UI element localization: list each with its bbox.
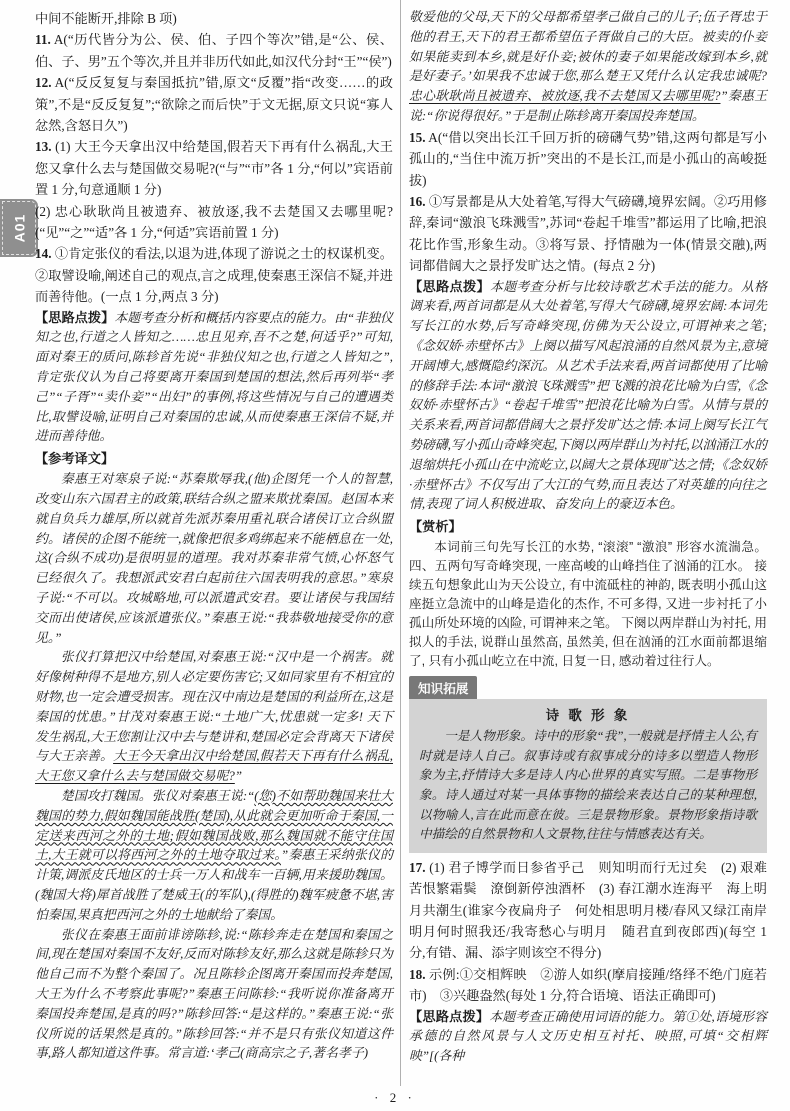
- knowledge-box-text: 一是人物形象。诗中的形象“我”,一般就是抒情主人公,有时就是诗人自己。叙事诗或有叙事成分的诗多以塑造人物形象为主,抒情诗大多是诗人内心世界的真实写照。二是事物形象。诗人通过对某一具体事物的描绘来表达自己的某种理想,以物喻人,言在此而意在彼。三是景物形象。景物形象指诗歌中描绘的自然景物和人文景物,往往与情感表达有关。: [419, 729, 757, 842]
- knowledge-expansion-box: [409, 676, 767, 853]
- text-run: 本词前三句先写长江的水势, “滚滚” “激浪” 形容水流湍急。 四、五两句写奇峰突现, 一座高峻的山峰挡住了汹涌的江水。 接续五句想象此山为天公设立, 有中流砥柱的神韵, 既表明小孤山这座挺立急流中的山峰是造化的杰作, 不可多得, 又进一步衬托了小孤山所处环境的凶险, 可谓神来之笔。 下阕以两岸群山为衬托, 用拟人的手法, 说群山虽然高, 虽然美, 但在汹涌的江水面前都退缩了, 只有小孤山屹立在中流, 日复一日, 感动着过往行人。: [409, 540, 767, 669]
- text-run: 示例:①交相辉映 ②游人如织(摩肩接踵/络绎不绝/门庭若市) ③兴趣盎然(每处 1 分,符合语境、语法正确即可): [409, 966, 767, 1004]
- text-run: 秦惠王对寒泉子说:“苏秦欺辱我,(他)企图凭一个人的智慧,改变山东六国君主的政策,联结合纵之盟来欺扰秦国。赵国本来就自负兵力雄厚,所以就首先派苏秦用重礼联合诸侯订立合纵盟约。诸侯的企图不能统一,就像把很多鸡绑起来不能栖息在一处,这(合纵不成功)是很明显的道理。我对苏秦非常气愤,心怀怒气已经很久了。我想派武安君白起前往六国表明我的意思。”寒泉子说:“不可以。攻城略地,可以派遣武安君。要让诸侯与我国结交而出使诸侯,应该派遣张仪。”秦惠王说:“我恭敬地接受你的意见。”: [35, 472, 393, 645]
- answer-16: [409, 191, 767, 277]
- appreciation-heading: [409, 516, 767, 538]
- text-run: 本题考查分析和概括内容要点的能力。由“非独仪知之也,行道之人皆知之……忠且见弃,吾不之楚,何适乎?”可知,面对秦王的质问,陈轸首先说“非独仪知之也,行道之人皆知之”,肯定张仪认为自己将要离开秦国到楚国的想法,然后再列举“孝己”“子胥”“卖仆妾”“出妇”的事例,将这些情况与自己的遭遇类比,取譬设喻,证明自己对秦国的忠诚,从而使秦惠王深信不疑,并进而善待他。: [35, 310, 394, 444]
- page-number: · 2 ·: [374, 1090, 416, 1105]
- answer-17: [409, 857, 781, 964]
- hint-16: [409, 277, 767, 516]
- side-tab-a01: [0, 199, 38, 257]
- text-run: 16.: [409, 194, 426, 209]
- appreciation-para: [409, 538, 767, 671]
- text-run: 12.: [35, 75, 52, 91]
- knowledge-box-title: 诗 歌 形 象: [545, 708, 631, 724]
- right-column: [409, 8, 781, 1067]
- text-run: 13.: [35, 139, 52, 155]
- answer-15: [409, 127, 767, 191]
- text-run: 17.: [409, 859, 426, 875]
- text-run: 15.: [409, 129, 426, 145]
- text-run: 中间不能断开,排除 B 项): [35, 11, 177, 26]
- text-run: ①写景都是从大处着笔,写得大气磅礴,境界宏阔。②巧用修辞,秦词“激浪飞珠溅雪”,苏词“卷起千堆雪”都运用了比喻,把浪花比作雪,形象生动。③将写景、抒情融为一体(情景交融),两词都借阔大之景抒发旷达之情。(每点 2 分): [409, 194, 767, 274]
- section-label: 【参考译文】: [35, 451, 115, 467]
- column-divider: [400, 0, 401, 1086]
- text-run: 本题考查正确使用词语的能力。第①处,语境形容承德的自然风景与人文历史相互衬托、映照,可填“交相辉映”[(各种: [409, 1009, 767, 1064]
- reference-translation-heading: [35, 448, 393, 470]
- knowledge-box-tag: 知识拓展: [409, 676, 477, 699]
- text-run: 张仪打算把汉中给楚国,对秦惠王说:“汉中是一个祸害。就好像树种得不是地方,别人必定要伤害它;又如同家里有不相宜的财物,也一定会遭受损害。现在汉中南边是楚国的利益所在,这是秦国的忧患。”甘茂对秦惠王说:“土地广大,忧患就一定多! 天下发生祸乱,大王您割让汉中去与楚讲和,楚国必定会背离天下诸侯与大王亲善。: [35, 650, 393, 764]
- hint-14: [35, 308, 393, 448]
- left-column: [35, 8, 393, 1064]
- side-tab-label: A01: [11, 213, 27, 243]
- answer-18: [409, 964, 767, 1007]
- text-run: 张仪在秦惠王面前诽谤陈轸,说:“陈轸奔走在楚国和秦国之间,现在楚国对秦国不友好,反而对陈轸友好,那么这就是陈轸只为他自己而不为整个秦国了。况且陈轸企图离开秦国而投奔楚国,大王为什么不考察此事呢?”秦惠王问陈轸:“我听说你准备离开秦国投奔楚国,是真的吗?”陈轸回答:“是这样的。”秦惠王说:“张仪所说的话果然是真的。”陈轸回答:“并不是只有张仪知道这件事,路人都知道这件事。常言道:‘孝己(商高宗之子,著名孝子): [35, 927, 393, 1061]
- text-run: ”: [234, 769, 242, 784]
- text-run: ”秦惠王采纳张仪的计策,调派皮氏地区的士兵一万人和战车一百辆,用来援助魏国。(魏国大将)犀首战胜了楚威王(的军队),(得胜的)魏军疲惫不堪,害怕秦国,果真把西河之外的土地献给了秦国。: [35, 848, 393, 922]
- text-run: (您)不如帮助魏国来壮大魏国的势力,假如魏国能战胜(楚国),从此就会更加听命于秦国,一定送来西河之外的土地;假如魏国战败,那么魏国就不能守住国土,大王就可以将西河之外的土地夺取过来。: [35, 789, 393, 863]
- answer-11: [35, 29, 393, 72]
- translation-para-3: [35, 787, 393, 926]
- text-run: 11.: [35, 32, 51, 48]
- text-run: ”秦惠王说:“你说得很好。”于是制止陈轸离开秦国投奔楚国。: [409, 89, 767, 123]
- hint-18: [409, 1007, 767, 1067]
- answer-13-1: [35, 136, 393, 200]
- translation-para-1: [35, 470, 393, 648]
- answer-10-continuation: [35, 8, 393, 29]
- translation-para-2: [35, 648, 393, 787]
- text-run: 忠心耿耿尚且被遗弃、被放逐,我不去楚国又去哪里呢?: [409, 89, 721, 104]
- text-run: 本题考查分析与比较诗歌艺术手法的能力。从格调来看,两首词都是从大处着笔,写得大气磅礴,境界宏阔:本词先写长江的水势,后写奇峰突现,仿佛为天公设立,可谓神来之笔;《念奴娇·赤壁怀古》上阕以描写风起浪涌的自然风景为主,意境开阔博大,感慨隐约深沉。从艺术手法来看,两首词都使用了比喻的修辞手法:本词“激浪飞珠溅雪”把飞溅的浪花比喻为白雪,《念奴娇·赤壁怀古》“卷起千堆雪”把浪花比喻为白雪。从情与景的关系来看,两首词都借阔大之景抒发旷达之情:本词上阕写长江气势磅礴,写小孤山奇峰突起,下阕以两岸群山为衬托,以汹涌江水的退缩烘托小孤山在中流屹立,以阔大之景体现旷达之情;《念奴娇·赤壁怀古》不仅写出了大江的气势,而且表达了对英雄的向往之情,表现了词人积极进取、奋发向上的豪迈本色。: [409, 279, 768, 512]
- answer-12: [35, 72, 393, 136]
- text-run: 18.: [409, 966, 426, 982]
- text-run: 大王今天拿出汉中给楚国,假若天下再有什么祸乱,大王您又拿什么去与楚国做交易呢?: [35, 749, 393, 784]
- section-label: 【赏析】: [409, 519, 462, 535]
- text-run: (2) 忠心耿耿尚且被遗弃、被放逐,我不去楚国又去哪里呢?(“见”“之”“适”各 1 分,“何适”宾语前置 1 分): [35, 203, 393, 241]
- text-run: 14.: [35, 246, 52, 262]
- text-run: ①肯定张仪的看法,以退为进,体现了游说之士的权谋机变。②取譬设喻,阐述自己的观点,言之成理,使秦惠王深信不疑,并进而善待他。(一点 1 分,两点 3 分): [35, 246, 393, 305]
- text-run: A(“借以突出长江千回万折的磅礴气势”错,这两句都是写小孤山的,“当住中流万折”突出的不是长江,而是小孤山的高峻挺拔): [409, 129, 767, 188]
- text-run: 敬爱他的父母,天下的父母都希望孝己做自己的儿子;伍子胥忠于他的君王,天下的君王都希望伍子胥做自己的大臣。被卖的仆妾如果能卖到本乡,就是好仆妾;被休的妻子如果能改嫁到本乡,就是好妻子。’如果我不忠诚于您,那么楚王又凭什么认定我忠诚呢?: [409, 10, 767, 84]
- answer-13-2: [35, 201, 393, 244]
- section-label: 【思路点拨】: [409, 1008, 490, 1024]
- text-run: A(“历代皆分为公、侯、伯、子四个等次”错,是“公、侯、伯、子、男”五个等次,并且并非历代如此,如汉代分封“王”“侯”): [35, 32, 393, 69]
- text-run: A(“反反复复与秦国抵抗”错,原文“反覆”指“改变……的政策”,不是“反反复复”;“欲除之而后快”于文无据,原文只说“寡人忿然,含怒日久”): [35, 75, 393, 134]
- text-run: 楚国攻打魏国。张仪对秦惠王说:“: [60, 789, 255, 804]
- translation-para-4-continued: [409, 8, 767, 127]
- text-run: (1) 大王今天拿出汉中给楚国,假若天下再有什么祸乱,大王您又拿什么去与楚国做交易呢?(“与”“市”各 1 分,“何以”宾语前置 1 分,句意通顺 1 分): [35, 139, 393, 198]
- answer-14: [35, 243, 393, 307]
- section-label: 【思路点拨】: [409, 278, 491, 294]
- translation-para-4: [35, 926, 393, 1065]
- section-label: 【思路点拨】: [35, 309, 115, 325]
- text-run: (1) 君子博学而日参省乎己 则知明而行无过矣 (2) 艰难苦恨繁霜鬓 潦倒新停浊酒杯 (3) 春江潮水连海平 海上明月共潮生(谁家今夜扁舟子 何处相思明月楼/春风又绿江南岸 明月何时照我还/我寄愁心与明月 随君直到夜郎西)(每空 1 分,有错、漏、添字则该空不得分): [409, 859, 781, 961]
- knowledge-box-body: [409, 699, 767, 853]
